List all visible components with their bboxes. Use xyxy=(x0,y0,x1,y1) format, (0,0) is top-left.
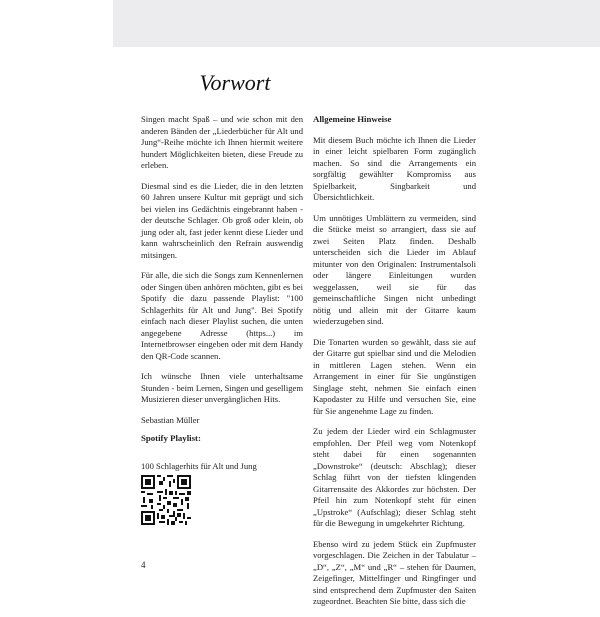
spotify-heading: Spotify Playlist: xyxy=(141,433,201,443)
paragraph: Diesmal sind es die Lieder, die in den letzten 60 Jahren unsere Kultur mit geprägt und sich bei vielen ins Gedächtnis eingebrannt haben - der deutsche Schlager. Ob groß oder klein, ob jung oder alt, fast jeder kennt diese Lieder und kann wahrscheinlich den Refrain auswendig mitsingen. xyxy=(141,180,303,260)
section-heading: Allgemeine Hinweise xyxy=(313,114,392,124)
top-gray-band xyxy=(113,0,600,47)
signature: Sebastian Müller xyxy=(141,414,200,425)
left-column xyxy=(141,114,303,435)
spotify-section xyxy=(141,433,303,471)
playlist-name: 100 Schlagerhits für Alt und Jung xyxy=(141,461,257,471)
paragraph: Für alle, die sich die Songs zum Kennenlernen oder Singen üben anhören möchten, gibt es bei Spotify die dazu passende Playlist: "100 Schlagerhits für Alt und Jung". Bei Spotify einfach nach dieser Playlist suchen, die unten angegebene Adresse (https...) im Internetbrowser eingeben oder mit dem Handy den QR-Code scannen. xyxy=(141,270,303,361)
paragraph: Ich wünsche Ihnen viele unterhaltsame Stunden - beim Lernen, Singen und geselligem Musizieren dieser unvergänglichen Hits. xyxy=(141,371,303,404)
paragraph: Ebenso wird zu jedem Stück ein Zupfmuster vorgeschlagen. Die Zeichen in der Tabulatur – „D“, „Z“, „M“ und „R“ – stehen für Daumen, Zeigefinger, Mittelfinger und Ringfinger und sind entsprechend dem Zupfmuster den Saiten zugeordnet. Beachten Sie bitte, dass sich die xyxy=(313,538,476,606)
paragraph: Um unnötiges Umblättern zu vermeiden, sind die Stücke meist so arrangiert, dass sie auf zwei Seiten Platz finden. Deshalb unterscheiden sich die Lieder im Ablauf mitunter von den Originalen: Instrumentalsoli oder längere Einleitungen wurden weggelassen, weil sie für das gemeinschaftliche Singen nicht unbedingt nötig und allein mit der Gitarre kaum wiederzugeben sind. xyxy=(313,212,476,326)
right-column xyxy=(313,114,476,617)
paragraph: Singen macht Spaß – und wie schon mit den anderen Bänden der „Liederbücher für Alt und Jung“-Reihe möchte ich Ihnen hiermit weitere hundert Möglichkeiten bieten, diese Freude zu erleben. xyxy=(141,114,303,170)
paragraph: Mit diesem Buch möchte ich Ihnen die Lieder in einer leicht spielbaren Form zugänglich machen. So sind die Arrangements ein sorgfältig gewählter Kompromiss aus Spielbarkeit, Singbarkeit und Übersichtlichkeit. xyxy=(313,134,476,202)
page-title: Vorwort xyxy=(199,70,271,95)
page-number: 4 xyxy=(141,560,146,570)
qr-code-icon[interactable] xyxy=(141,475,191,525)
paragraph: Zu jedem der Lieder wird ein Schlagmuster empfohlen. Der Pfeil weg vom Notenkopf steht dabei für einen sogenannten „Downstroke“ (deutsch: Abschlag); dieser Schlag führt von der tiefsten klingenden Gitarrensaite des Akkordes zur höchsten. Der Pfeil hin zum Notenkopf steht für einen „Upstroke“ (Aufschlag); dieser Schlag steht für die Bewegung in umgekehrter Richtung. xyxy=(313,426,476,528)
paragraph: Die Tonarten wurden so gewählt, dass sie auf der Gitarre gut spielbar sind und die Melodien in mittleren Lagen stehen. Wenn ein Arrangement in einer für Sie ungünstigen Singlage steht, nehmen Sie einfach einen Kapodaster zu Hilfe und versuchen Sie, eine für Sie angenehme Lage zu finden. xyxy=(313,336,476,416)
